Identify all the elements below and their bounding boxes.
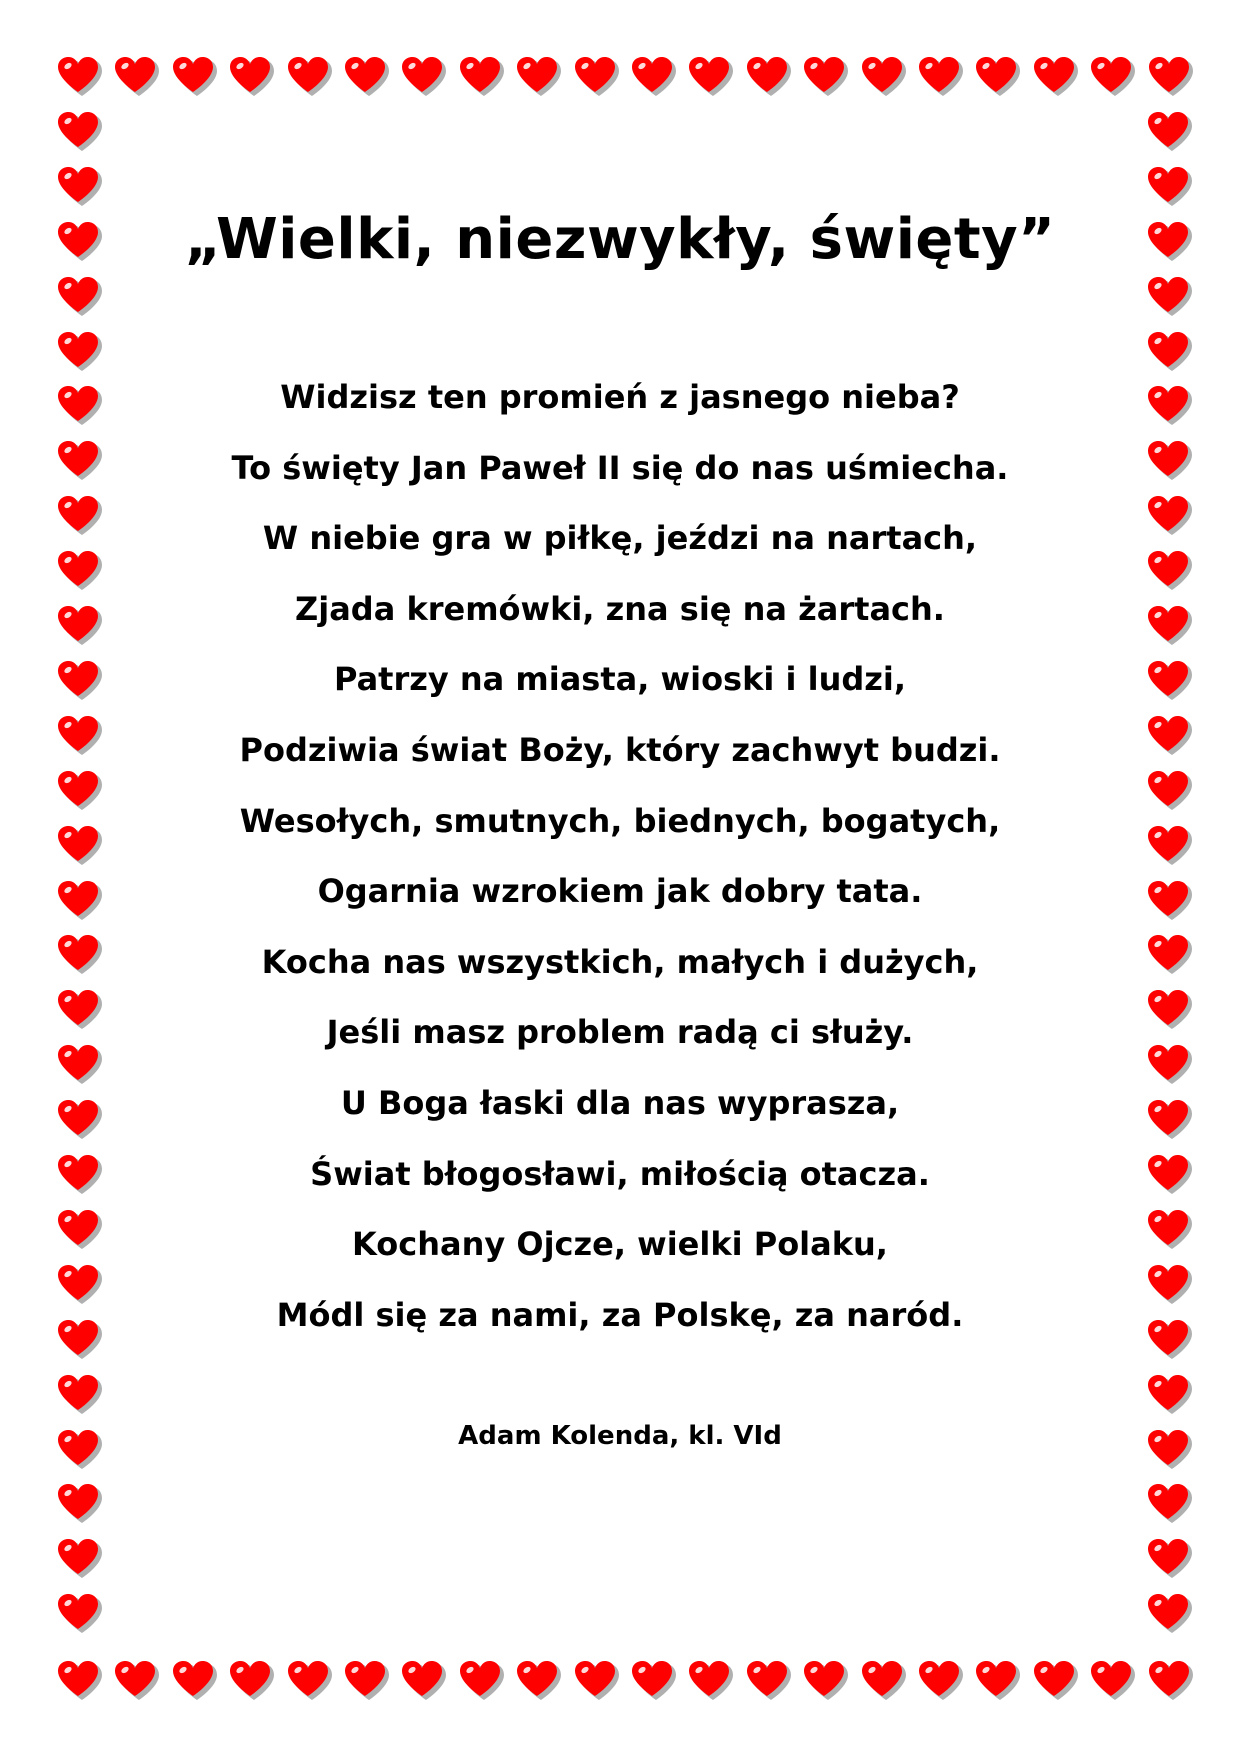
heart-icon: [56, 550, 100, 590]
heart-icon: [56, 1319, 100, 1359]
heart-icon: [1146, 1209, 1190, 1249]
heart-icon: [286, 56, 330, 96]
heart-icon: [56, 1209, 100, 1249]
heart-icon: [1146, 1374, 1190, 1414]
heart-icon: [171, 56, 215, 96]
heart-icon: [56, 880, 100, 920]
heart-icon: [1146, 1264, 1190, 1304]
heart-icon: [1146, 1319, 1190, 1359]
heart-icon: [917, 1660, 961, 1700]
heart-icon: [1146, 276, 1190, 316]
heart-icon: [56, 1374, 100, 1414]
heart-icon: [56, 660, 100, 700]
verse-line: Kochany Ojcze, wielki Polaku,: [352, 1225, 888, 1264]
heart-icon: [1146, 934, 1190, 974]
heart-icon: [573, 56, 617, 96]
verse-line: W niebie gra w piłkę, jeździ na nartach,: [262, 519, 978, 558]
heart-icon: [56, 56, 100, 96]
verse-line: Patrzy na miasta, wioski i ludzi,: [333, 660, 906, 699]
poem: [130, 200, 1110, 1456]
verse-line: Podziwia świat Boży, który zachwyt budzi.: [239, 730, 1001, 769]
heart-icon: [56, 440, 100, 480]
heart-icon: [56, 605, 100, 645]
heart-icon: [400, 1660, 444, 1700]
verse-line: Jeśli masz problem radą ci służy.: [326, 1013, 914, 1052]
heart-icon: [745, 56, 789, 96]
heart-icon: [1146, 880, 1190, 920]
heart-icon: [56, 111, 100, 151]
heart-icon: [56, 1154, 100, 1194]
heart-icon: [56, 1660, 100, 1700]
heart-icon: [1146, 989, 1190, 1029]
heart-icon: [56, 715, 100, 755]
heart-icon: [1146, 166, 1190, 206]
heart-icon: [113, 1660, 157, 1700]
heart-icon: [1146, 385, 1190, 425]
heart-icon: [56, 1429, 100, 1469]
heart-icon: [56, 166, 100, 206]
heart-icon: [860, 56, 904, 96]
heart-icon: [1146, 440, 1190, 480]
heart-icon: [56, 385, 100, 425]
heart-icon: [1146, 770, 1190, 810]
heart-icon: [515, 1660, 559, 1700]
heart-icon: [687, 56, 731, 96]
heart-icon: [56, 276, 100, 316]
verse-line: Wesołych, smutnych, biednych, bogatych,: [239, 801, 1001, 840]
verse-line: Ogarnia wzrokiem jak dobry tata.: [317, 872, 923, 911]
heart-icon: [343, 56, 387, 96]
heart-icon: [860, 1660, 904, 1700]
verse-line: To święty Jan Paweł II się do nas uśmiecha.: [231, 448, 1009, 487]
heart-icon: [286, 1660, 330, 1700]
heart-icon: [687, 1660, 731, 1700]
heart-icon: [1147, 56, 1191, 96]
heart-icon: [1146, 1154, 1190, 1194]
heart-icon: [56, 221, 100, 261]
heart-icon: [1146, 605, 1190, 645]
heart-icon: [228, 56, 272, 96]
verse-line: Kocha nas wszystkich, małych i dużych,: [261, 942, 979, 981]
heart-icon: [802, 56, 846, 96]
verse-line: U Boga łaski dla nas wyprasza,: [340, 1083, 900, 1122]
poem-verses: [130, 362, 1110, 1350]
heart-icon: [1146, 1429, 1190, 1469]
heart-icon: [1032, 56, 1076, 96]
heart-icon: [1146, 825, 1190, 865]
heart-icon: [1146, 660, 1190, 700]
heart-icon: [56, 1044, 100, 1084]
heart-icon: [1146, 550, 1190, 590]
heart-icon: [573, 1660, 617, 1700]
heart-icon: [56, 989, 100, 1029]
heart-icon: [745, 1660, 789, 1700]
heart-icon: [56, 934, 100, 974]
heart-icon: [56, 1264, 100, 1304]
heart-icon: [56, 1593, 100, 1633]
verse-line: Módl się za nami, za Polskę, za naród.: [276, 1295, 964, 1334]
heart-icon: [802, 1660, 846, 1700]
heart-icon: [458, 1660, 502, 1700]
heart-icon: [56, 1483, 100, 1523]
heart-icon: [1032, 1660, 1076, 1700]
heart-icon: [400, 56, 444, 96]
heart-icon: [56, 495, 100, 535]
heart-icon: [458, 56, 502, 96]
heart-icon: [974, 1660, 1018, 1700]
heart-icon: [171, 1660, 215, 1700]
heart-icon: [1146, 715, 1190, 755]
heart-icon: [1146, 1593, 1190, 1633]
heart-icon: [630, 56, 674, 96]
verse-line: Świat błogosławi, miłością otacza.: [310, 1154, 930, 1193]
heart-icon: [1089, 56, 1133, 96]
poem-author: Adam Kolenda, kl. VId: [458, 1421, 782, 1452]
poem-title: „Wielki, niezwykły, święty”: [184, 207, 1056, 272]
heart-icon: [1146, 1483, 1190, 1523]
heart-icon: [630, 1660, 674, 1700]
verse-line: Widzisz ten promień z jasnego nieba?: [280, 378, 960, 416]
heart-icon: [1146, 495, 1190, 535]
heart-icon: [113, 56, 157, 96]
heart-icon: [56, 331, 100, 371]
heart-icon: [1146, 111, 1190, 151]
heart-icon: [56, 825, 100, 865]
heart-icon: [974, 56, 1018, 96]
heart-icon: [1146, 1044, 1190, 1084]
heart-icon: [343, 1660, 387, 1700]
heart-icon: [917, 56, 961, 96]
heart-icon: [228, 1660, 272, 1700]
heart-icon: [56, 770, 100, 810]
heart-icon: [1146, 221, 1190, 261]
heart-icon: [1147, 1660, 1191, 1700]
heart-icon: [1146, 331, 1190, 371]
heart-icon: [1146, 1099, 1190, 1139]
heart-icon: [1089, 1660, 1133, 1700]
verse-line: Zjada kremówki, zna się na żartach.: [295, 589, 945, 628]
heart-icon: [515, 56, 559, 96]
heart-icon: [1146, 1538, 1190, 1578]
heart-icon: [56, 1538, 100, 1578]
heart-icon: [56, 1099, 100, 1139]
